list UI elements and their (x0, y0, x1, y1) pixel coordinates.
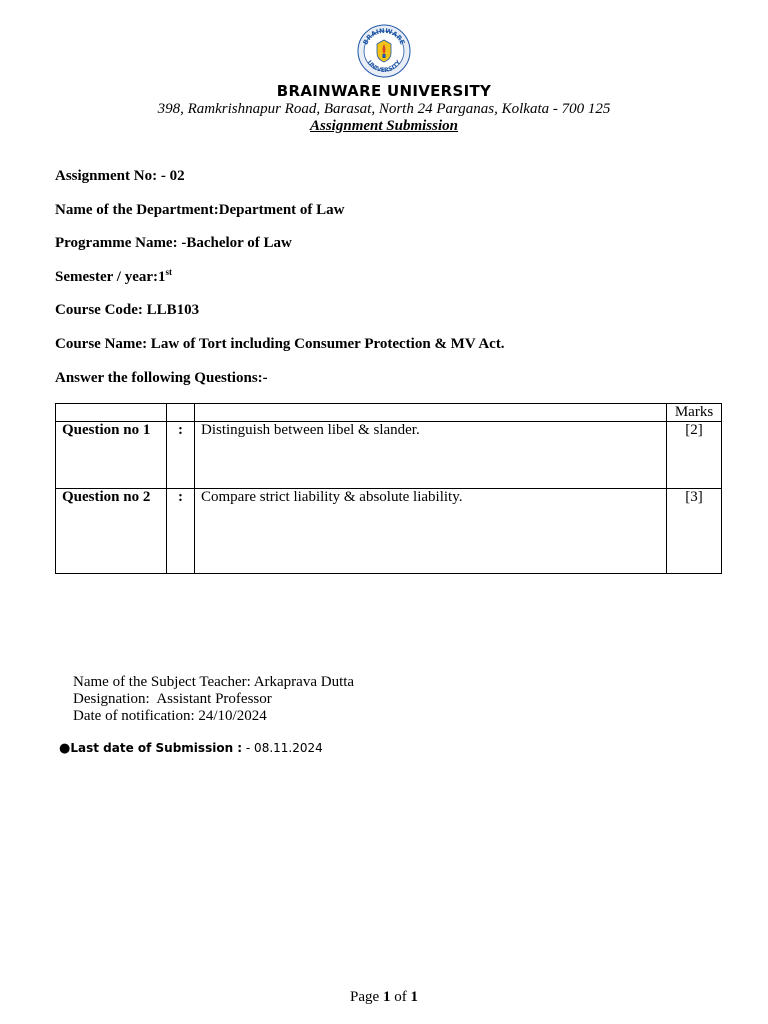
submission-deadline (59, 741, 323, 756)
current-page: 1 (382, 989, 391, 1005)
document-title (0, 118, 768, 135)
header-cell-empty (195, 404, 667, 422)
question-text (195, 422, 667, 489)
header-cell-empty (56, 404, 167, 422)
course-name: Course Name: Law of Tort including Consumer Protection & MV Act. (55, 336, 505, 352)
teacher-block (73, 674, 354, 725)
instruction-text: Answer the following Questions:- (55, 370, 268, 386)
deadline-label: Last date of Submission : (70, 741, 243, 755)
semester-label: Semester / year:1 (55, 269, 166, 285)
table-row (56, 422, 722, 489)
question-label (56, 422, 167, 489)
marks-header: Marks (667, 404, 722, 422)
question-text-content: Compare strict liability & absolute liability. (201, 489, 463, 505)
bullet-icon: ● (59, 741, 71, 756)
course-code: Course Code: LLB103 (55, 302, 200, 318)
question-marks-text: [2] (685, 422, 703, 438)
table-header-row (56, 404, 722, 422)
notification-date: Date of notification: 24/10/2024 (73, 708, 267, 724)
university-address: 398, Ramkrishnapur Road, Barasat, North 24 Parganas, Kolkata - 700 125 (157, 101, 611, 117)
semester-ordinal: st (165, 267, 173, 277)
page-footer (0, 989, 768, 1006)
header-cell-empty (167, 404, 195, 422)
table-row (56, 489, 722, 574)
total-pages: 1 (410, 989, 418, 1005)
separator-text: : (178, 489, 183, 505)
assignment-number: Assignment No: - 02 (55, 168, 185, 184)
question-marks-text: [3] (685, 489, 703, 505)
separator-text: : (178, 422, 183, 438)
separator (167, 489, 195, 574)
page-word: Page (350, 989, 383, 1005)
teacher-designation: Designation: Assistant Professor (73, 691, 272, 707)
university-seal-icon (357, 24, 411, 78)
department-name: Name of the Department:Department of Law (55, 202, 345, 218)
question-marks (667, 422, 722, 489)
svg-text:BRAINWARE: BRAINWARE (361, 26, 407, 46)
programme-name: Programme Name: -Bachelor of Law (55, 235, 292, 251)
questions-table (55, 403, 722, 574)
question-text-content: Distinguish between libel & slander. (201, 422, 420, 438)
university-logo (357, 24, 411, 78)
university-name: BRAINWARE UNIVERSITY (276, 82, 492, 100)
svg-text:UNIVERSITY: UNIVERSITY (365, 59, 403, 75)
teacher-name: Name of the Subject Teacher: Arkaprava Dutta (73, 674, 355, 690)
question-label-text: Question no 2 (62, 489, 151, 505)
question-marks (667, 489, 722, 574)
of-word: of (390, 989, 411, 1005)
deadline-value: - 08.11.2024 (242, 741, 323, 755)
document-title-text: Assignment Submission (310, 118, 458, 134)
separator (167, 422, 195, 489)
question-label-text: Question no 1 (62, 422, 151, 438)
question-text (195, 489, 667, 574)
question-label (56, 489, 167, 574)
semester-year (55, 269, 172, 286)
